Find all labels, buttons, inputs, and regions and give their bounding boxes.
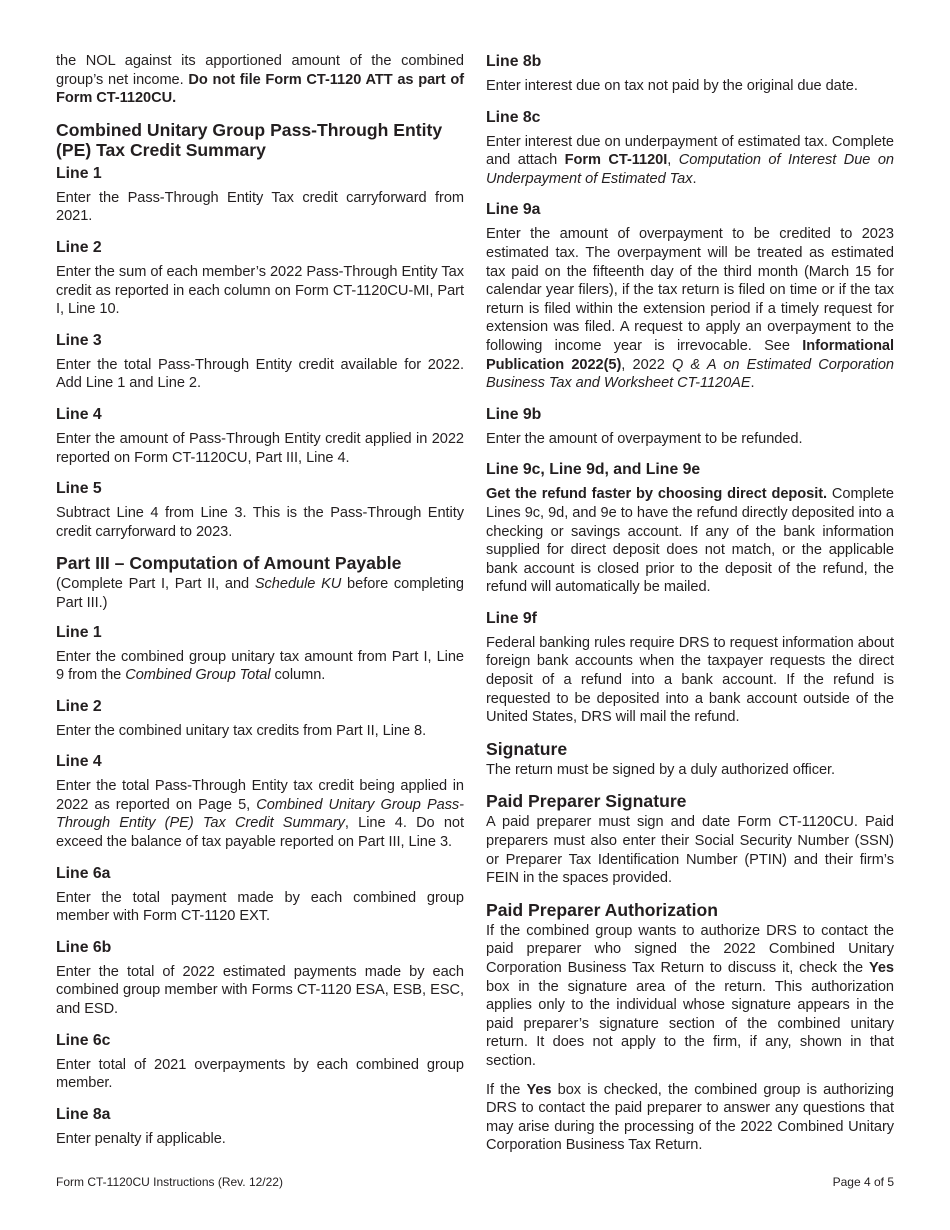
line-heading-line-9b: Line 9b xyxy=(486,405,542,423)
section-heading-combined-unitary-group-pass-through-entity-pe-tax-credit-summary: Combined Unitary Group Pass-Through Entity (PE) Tax Credit Summary xyxy=(56,119,443,160)
line-heading-line-4: Line 4 xyxy=(56,753,102,771)
left-column xyxy=(56,52,464,1158)
text-run: Enter the amount of overpayment to be credited to 2023 estimated tax. The overpayment will be treated as estimated tax paid on the fifteenth day of the third month (March 15 for calendar year filers), if the tax return is filed on time or if the tax return is filed within the extension period if a timely request for extension was filed. A request to apply an overpayment to the following income year is irrevocable. See xyxy=(486,226,894,354)
right-column xyxy=(486,52,894,1165)
italic-text: Combined Unitary Group Pass-Through Entity (PE) Tax Credit Summary xyxy=(56,796,464,832)
text-run: If the xyxy=(486,1081,527,1098)
section-heading-signature: Signature xyxy=(486,738,568,759)
text-run: Enter the total Pass-Through Entity tax credit being applied in 2022 as reported on Page 5, xyxy=(56,778,464,813)
text-run: If the combined group wants to authorize DRS to contact the paid preparer who signed the 2022 Combined Unitary Corporation Business Tax Return to discuss it, check the xyxy=(486,922,894,976)
line-heading-line-6c: Line 6c xyxy=(56,1031,111,1049)
line-heading-line-8b: Line 8b xyxy=(486,53,542,70)
text-run: . xyxy=(750,375,755,392)
text-run: column. xyxy=(270,667,326,684)
paragraph xyxy=(486,1081,894,1155)
bold-text: Get the refund faster by choosing direct deposit. xyxy=(486,486,828,503)
paragraph xyxy=(486,813,894,887)
paragraph xyxy=(486,225,894,392)
line-heading-line-8c: Line 8c xyxy=(486,108,541,126)
text-run: Enter interest due on tax not paid by the original due date. xyxy=(486,78,858,94)
footer-form-revision: Form CT-1120CU Instructions (Rev. 12/22) xyxy=(56,1175,283,1189)
bold-text: Yes xyxy=(868,960,894,976)
italic-text: Q & A on Estimated Corporation Business Tax and Worksheet CT-1120AE xyxy=(486,356,895,392)
line-heading-line-9c-line-9d-and-line-9e: Line 9c, Line 9d, and Line 9e xyxy=(486,461,701,479)
line-heading-line-5: Line 5 xyxy=(56,480,102,498)
text-run: Enter interest due on underpayment of estimated tax. Complete and attach xyxy=(486,133,894,169)
text-run: . xyxy=(692,170,697,187)
section-heading-part-iii-computation-of-amount-payable: Part III – Computation of Amount Payable xyxy=(56,553,402,574)
paragraph xyxy=(486,77,894,96)
text-run: Enter the combined group unitary tax amount from Part I, Line 9 from the xyxy=(56,648,464,684)
line-heading-line-2: Line 2 xyxy=(56,697,102,715)
text-run: Subtract Line 4 from Line 3. This is the Pass-Through Entity credit carryforward to 2023. xyxy=(56,505,464,540)
text-run: A paid preparer must sign and date Form CT-1120CU. Paid preparers must also enter their Social Security Number (SSN) or Preparer Tax Identification Number (PTIN) and their firm’s FEIN in the spaces provided. xyxy=(486,814,894,887)
line-heading-line-6b: Line 6b xyxy=(56,938,112,956)
paragraph xyxy=(56,1130,464,1149)
text-run: (Complete Part I, Part II, and xyxy=(56,576,255,593)
text-run: Federal banking rules require DRS to request information about foreign bank accounts when the taxpayer requests the direct deposit of a refund into a bank account. If the refund is requested to be deposited into a bank account outside of the United States, DRS will mail the refund. xyxy=(486,634,894,726)
text-run: Enter the total payment made by each combined group member with Form CT-1120 EXT. xyxy=(56,889,464,925)
paragraph xyxy=(56,356,464,393)
line-heading-line-8a: Line 8a xyxy=(56,1105,111,1123)
text-run: Enter total of 2021 overpayments by each combined group member. xyxy=(56,1056,464,1092)
line-heading-line-9f: Line 9f xyxy=(486,609,537,627)
italic-text: Schedule KU xyxy=(254,576,342,593)
text-run: Enter penalty if applicable. xyxy=(56,1130,226,1147)
paragraph xyxy=(486,133,894,189)
bold-text: Form CT-1120I xyxy=(564,152,668,169)
bold-text: Do not file Form CT-1120 ATT as part of Form CT-1120CU. xyxy=(56,71,465,107)
line-heading-line-1: Line 1 xyxy=(56,164,102,182)
text-run: , xyxy=(667,152,679,169)
paragraph xyxy=(56,52,464,108)
paragraph xyxy=(56,504,464,541)
text-run: , Line 4. Do not exceed the balance of tax payable reported on Part III, Line 3. xyxy=(56,815,464,851)
paragraph xyxy=(56,575,464,612)
paragraph xyxy=(486,430,894,449)
paragraph xyxy=(486,922,894,1071)
bold-text: Yes xyxy=(526,1081,552,1098)
text-run: Enter the sum of each member’s 2022 Pass-Through Entity Tax credit as reported in each column on Form CT-1120CU-MI, Part I, Line 10. xyxy=(56,263,464,318)
text-run: Enter the amount of overpayment to be refunded. xyxy=(486,430,803,447)
line-heading-line-2: Line 2 xyxy=(56,238,102,256)
text-run: box is checked, the combined group is authorizing DRS to contact the paid preparer to answer any questions that may arise during the processing of the 2022 Combined Unitary Corporation Business Tax Return. xyxy=(486,1081,895,1154)
line-heading-line-6a: Line 6a xyxy=(56,864,111,882)
bold-text: Informational Publication 2022(5) xyxy=(486,337,894,373)
text-run: Complete Lines 9c, 9d, and 9e to have the refund directly deposited into a checking or savings account. If any of the bank information supplied for direct deposit does not match, or the applicable bank account is closed prior to the deposit of the refund, the refund will automatically be mailed. xyxy=(486,486,894,596)
paragraph xyxy=(56,648,464,685)
italic-text: Computation of Interest Due on Underpayment of Estimated Tax xyxy=(486,152,894,187)
italic-text: Combined Group Total xyxy=(125,667,271,684)
paragraph xyxy=(56,263,464,319)
paragraph xyxy=(56,963,464,1019)
paragraph xyxy=(56,1056,464,1093)
text-run: Enter the combined unitary tax credits from Part II, Line 8. xyxy=(56,722,427,739)
line-heading-line-9a: Line 9a xyxy=(486,201,541,219)
text-run: Enter the total Pass-Through Entity credit available for 2022. Add Line 1 and Line 2. xyxy=(56,356,464,392)
paragraph xyxy=(56,889,464,926)
paragraph xyxy=(56,430,464,467)
text-run: The return must be signed by a duly authorized officer. xyxy=(486,761,836,778)
text-run: Enter the amount of Pass-Through Entity credit applied in 2022 reported on Form CT-1120CU, Part III, Line 4. xyxy=(56,430,464,466)
text-run: , 2022 xyxy=(621,356,673,373)
paragraph xyxy=(486,761,894,780)
line-heading-line-1: Line 1 xyxy=(56,623,102,641)
footer-page-number: Page 4 of 5 xyxy=(832,1175,894,1189)
text-run: the NOL against its apportioned amount of the combined group’s net income. xyxy=(56,53,464,88)
section-heading-paid-preparer-signature: Paid Preparer Signature xyxy=(486,791,687,812)
paragraph xyxy=(56,189,464,226)
text-run: before completing Part III.) xyxy=(56,576,464,611)
section-heading-paid-preparer-authorization: Paid Preparer Authorization xyxy=(486,899,719,920)
text-run: box in the signature area of the return. This authorization applies only to the individual whose signature appears in the paid preparer’s signature section of the combined unitary return. It does not apply to the firm, if any, shown in that section. xyxy=(486,978,894,1069)
text-run: Enter the Pass-Through Entity Tax credit carryforward from 2021. xyxy=(56,189,464,225)
paragraph xyxy=(56,777,464,851)
paragraph xyxy=(486,634,894,727)
line-heading-line-4: Line 4 xyxy=(56,405,102,423)
paragraph xyxy=(56,722,464,741)
text-run: Enter the total of 2022 estimated payments made by each combined group member with Forms CT-1120 ESA, ESB, ESC, and ESD. xyxy=(56,963,464,1018)
line-heading-line-3: Line 3 xyxy=(56,331,102,349)
paragraph xyxy=(486,485,894,597)
